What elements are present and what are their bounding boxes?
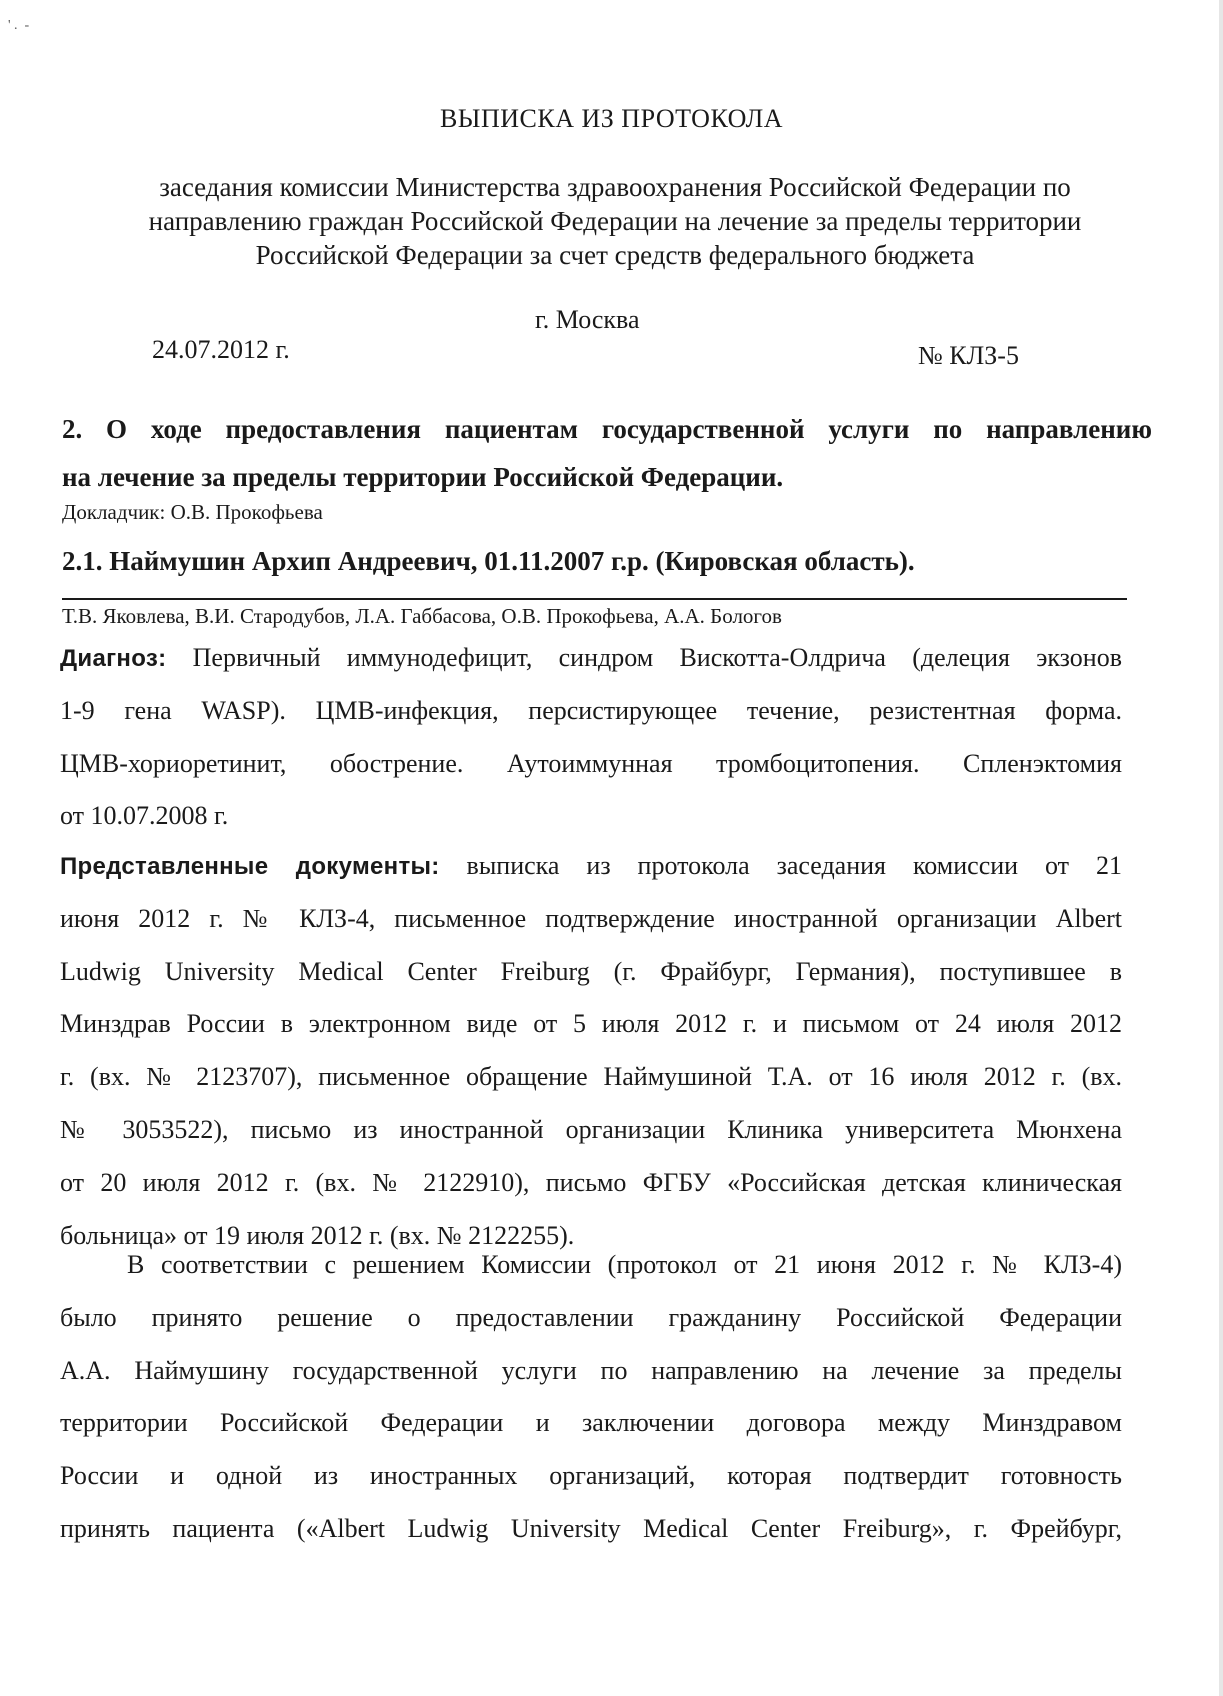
section-heading-line: на лечение за пределы территории Российской Федерации.	[62, 462, 784, 492]
speaker: Докладчик: О.В. Прокофьева	[62, 500, 323, 524]
paragraph-line: ЦМВ-хориоретинит, обострение. Аутоиммунная тромбоцитопения. Спленэктомия	[60, 748, 1122, 778]
documents-paragraph	[60, 840, 1122, 1262]
paragraph-line: июня 2012 г. № КЛЗ-4, письменное подтверждение иностранной организации Albert	[60, 903, 1122, 933]
paragraph-line: г. (вх. № 2123707), письменное обращение Наймушиной Т.А. от 16 июля 2012 г. (вх.	[60, 1062, 1122, 1092]
subtitle-line: Российской Федерации за счет средств федерального бюджета	[255, 240, 975, 270]
paragraph-line: А.А. Наймушину государственной услуги по направлению на лечение за пределы	[60, 1355, 1122, 1385]
scan-edge	[1219, 0, 1223, 1696]
decision-paragraph	[60, 1239, 1122, 1556]
paragraph-line: от 20 июля 2012 г. (вх. № 2122910), письмо ФГБУ «Российская детская клиническая	[60, 1167, 1122, 1197]
paragraph-line: № 3053522), письмо из иностранной организации Клиника университета Мюнхена	[60, 1114, 1122, 1144]
city: г. Москва	[535, 305, 640, 334]
paragraph-line: территории Российской Федерации и заключении договора между Минздравом	[60, 1408, 1122, 1438]
paragraph-line: В соответствии с решением Комиссии (протокол от 21 июня 2012 г. № КЛЗ-4)	[127, 1250, 1122, 1279]
divider	[62, 598, 1127, 600]
diagnosis-label: Диагноз:	[60, 645, 167, 672]
commission-members: Т.В. Яковлева, В.И. Стародубов, Л.А. Габбасова, О.В. Прокофьева, А.А. Бологов	[62, 604, 782, 628]
paragraph-line: больница» от 19 июля 2012 г. (вх. № 2122255).	[60, 1220, 575, 1250]
paragraph-line: принять пациента («Albert Ludwig University Medical Center Freiburg», г. Фрейбург,	[60, 1513, 1122, 1543]
paragraph-line: Минздрав России в электронном виде от 5 июля 2012 г. и письмом от 24 июля 2012	[60, 1009, 1122, 1039]
paragraph-line: было принято решение о предоставлении гражданину Российской Федерации	[60, 1302, 1122, 1332]
protocol-number: № КЛЗ-5	[918, 341, 1019, 370]
scan-artifacts: ' . -	[8, 18, 30, 33]
paragraph-line: Диагноз: Первичный иммунодефицит, синдром Вискотта-Олдрича (делеция экзонов	[60, 643, 1122, 672]
document-subtitle	[60, 170, 1170, 272]
diagnosis-paragraph	[60, 632, 1122, 843]
protocol-date: 24.07.2012 г.	[152, 335, 290, 364]
subtitle-line: направлению граждан Российской Федерации на лечение за пределы территории	[148, 206, 1082, 236]
paragraph-line: Ludwig University Medical Center Freiburg (г. Фрайбург, Германия), поступившее в	[60, 956, 1122, 986]
section-heading	[62, 405, 1152, 501]
paragraph-line: от 10.07.2008 г.	[60, 801, 229, 831]
subtitle-line: заседания комиссии Министерства здравоохранения Российской Федерации по	[159, 172, 1071, 202]
paragraph-line: России и одной из иностранных организаций, которая подтвердит готовность	[60, 1461, 1122, 1491]
document-title: ВЫПИСКА ИЗ ПРОТОКОЛА	[439, 104, 784, 133]
documents-label: Представленные документы:	[60, 853, 440, 880]
paragraph-line: Представленные документы: выписка из протокола заседания комиссии от 21	[60, 851, 1123, 880]
paragraph-line: 1-9 гена WASP). ЦМВ-инфекция, персистирующее течение, резистентная форма.	[60, 695, 1122, 725]
patient-heading: 2.1. Наймушин Архип Андреевич, 01.11.2007 г.р. (Кировская область).	[62, 546, 915, 576]
section-heading-line: 2. О ходе предоставления пациентам государственной услуги по направлению	[62, 414, 1152, 444]
